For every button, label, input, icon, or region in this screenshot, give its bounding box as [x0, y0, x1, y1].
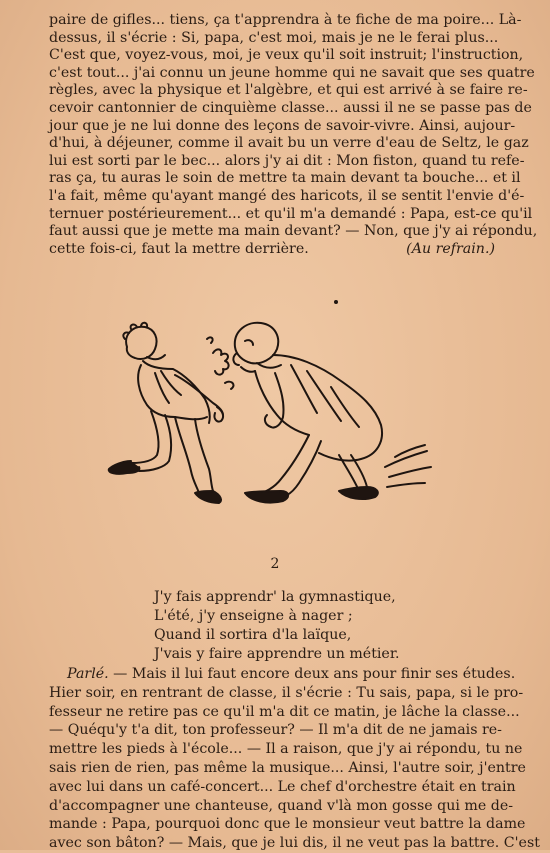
verse-line: J'vais y faire apprendre un métier.	[154, 646, 400, 662]
text-line: cette fois-ci, faut la mettre derrière.	[49, 240, 309, 257]
text-line: C'est que, voyez-vous, moi, je veux qu'il soit instruit; l'instruction,	[49, 47, 524, 64]
verse-line: L'été, j'y enseigne à nager ;	[154, 608, 353, 624]
verse-stanza	[154, 588, 400, 664]
text-line: d'hui, à déjeuner, comme il avait bu un verre d'eau de Seltz, le gaz	[49, 135, 529, 152]
text-line: l'a fait, même qu'ayant mangé des haricots, il se sentit l'envie d'é-	[49, 187, 525, 204]
verse-line: Quand il sortira d'la laïque,	[154, 627, 352, 643]
text-line: d'accompagner une chanteuse, quand v'là mon gosse qui me de-	[49, 797, 514, 814]
illustration-father-and-son	[95, 295, 445, 520]
text-line: Hier soir, en rentrant de classe, il s'écrie : Tu sais, papa, si le pro-	[49, 684, 524, 701]
text-line: avec lui dans un café-concert... Le chef d'orchestre était en train	[49, 778, 516, 795]
text-line: ras ça, tu auras le soin de mettre ta main devant ta bouche... et il	[49, 170, 521, 187]
text-line: c'est tout... j'ai connu un jeune homme qui ne savait que ses quatre	[49, 64, 535, 81]
text-line	[49, 665, 516, 684]
text-fragment: — Mais il lui faut encore deux ans pour finir ses études.	[108, 666, 516, 682]
text-line-with-refrain	[49, 241, 495, 259]
text-line: fesseur ne retire pas ce qu'il m'a dit ce matin, je lâche la classe...	[49, 703, 520, 720]
verse-number: 2	[270, 556, 280, 572]
bottom-paragraph	[49, 665, 540, 853]
parle-label: Parlé.	[67, 666, 109, 682]
text-line: sais rien de rien, pas même la musique... Ainsi, l'autre soir, j'entre	[49, 759, 526, 776]
text-line: mande : Papa, pourquoi donc que le monsieur veut battre la dame	[49, 816, 526, 833]
boy-figure	[109, 323, 234, 503]
text-line: avec son bâton? — Mais, que je lui dis, il ne veut pas la battre. C'est	[49, 835, 540, 852]
father-figure	[233, 323, 431, 503]
verse-line: J'y fais apprendr' la gymnastique,	[154, 589, 396, 605]
text-line: paire de gifles... tiens, ça t'apprendra à te fiche de ma poire... Là-	[49, 12, 522, 28]
text-line: dessus, il s'écrie : Si, papa, c'est moi, mais je ne le ferai plus...	[49, 29, 499, 46]
text-line: règles, avec la physique et l'algèbre, et qui est arrivé à se faire re-	[49, 82, 528, 99]
text-line: faut aussi que je mette ma main devant? — Non, que j'y ai répondu,	[49, 223, 538, 240]
text-line: ternuer postérieurement... et qu'il m'a demandé : Papa, est-ce qu'il	[49, 205, 533, 222]
text-line: lui est sorti par le bec... alors j'y ai dit : Mon fiston, quand tu refe-	[49, 152, 525, 169]
text-line: cevoir cantonnier de cinquième classe... aussi il ne se passe pas de	[49, 99, 532, 116]
text-line: — Quéqu'y t'a dit, ton professeur? — Il m'a dit de ne jamais re-	[49, 722, 502, 739]
text-line: jour que je ne lui donne des leçons de savoir-vivre. Ainsi, aujour-	[49, 117, 516, 134]
top-paragraph	[49, 12, 538, 258]
refrain-cue: (Au refrain.)	[406, 240, 495, 257]
text-line: mettre les pieds à l'école... — Il a raison, que j'y ai répondu, tu ne	[49, 741, 523, 758]
